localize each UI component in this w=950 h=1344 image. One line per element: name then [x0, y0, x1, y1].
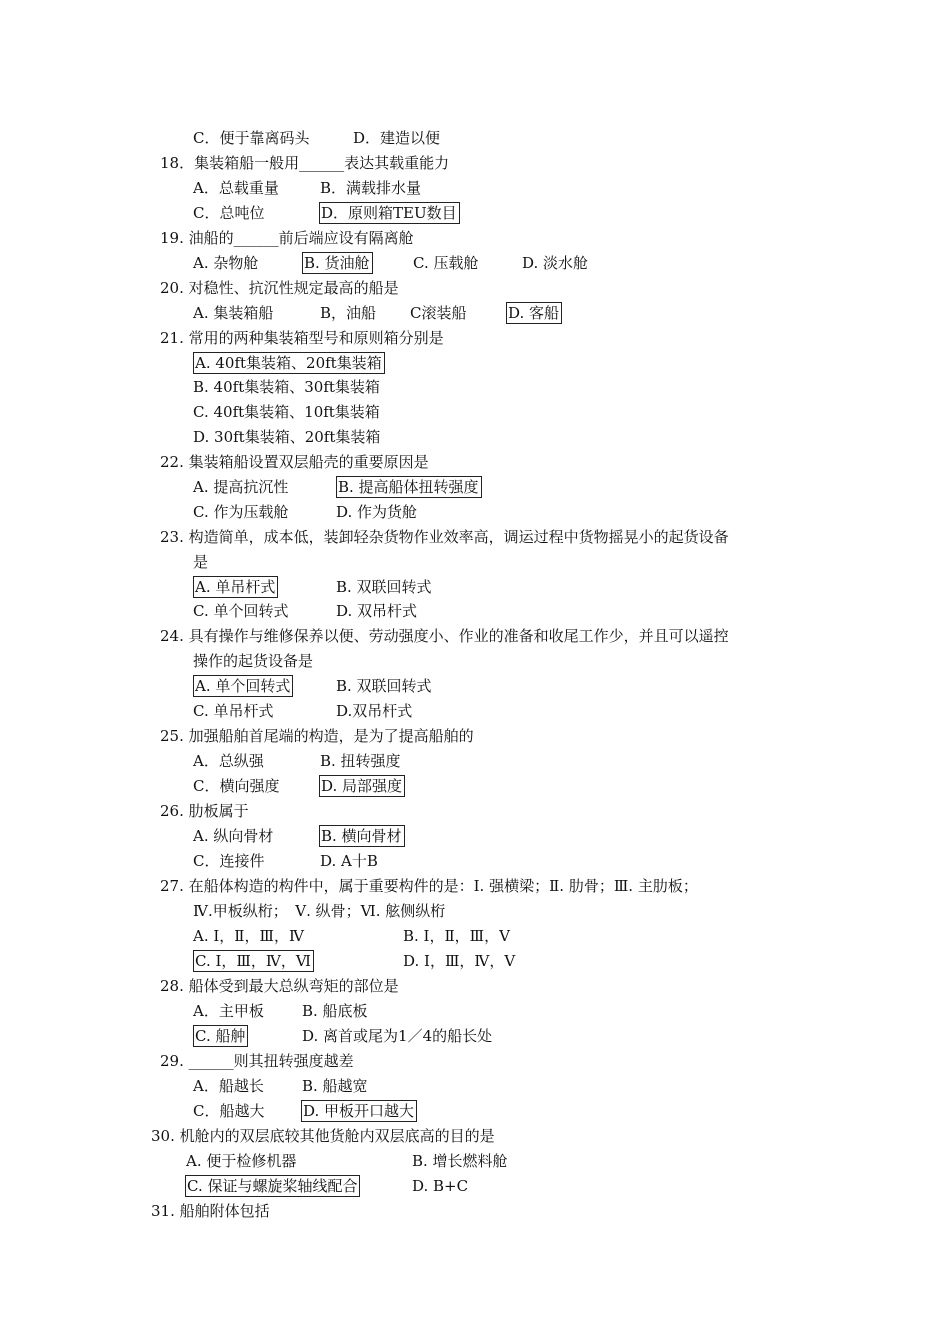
q26-option-a: A. 纵向骨材	[193, 827, 274, 845]
q27-stem: 27. 在船体构造的构件中，属于重要构件的是：Ⅰ. 强横梁；Ⅱ. 肋骨；Ⅲ. 主肋板；	[160, 877, 698, 895]
q30-option-d: D. B+C	[412, 1177, 469, 1195]
q20-option-b: B，油船	[320, 304, 377, 322]
q29-stem: 29. ______则其扭转强度越差	[160, 1052, 354, 1070]
q27-option-d: D. Ⅰ，Ⅲ，Ⅳ，Ⅴ	[403, 952, 516, 970]
q24-option-c: C. 单吊杆式	[193, 702, 274, 720]
q29-option-c: C．船越大	[193, 1102, 265, 1120]
q17-option-d: D．建造以便	[353, 129, 441, 147]
q23-option-b: B. 双联回转式	[336, 578, 432, 596]
q24-option-a-answer: A. 单个回转式	[193, 675, 293, 697]
q25-option-b: B. 扭转强度	[320, 752, 401, 770]
q24-option-d: D.双吊杆式	[336, 702, 413, 720]
q18-option-c: C．总吨位	[193, 204, 265, 222]
q19-option-d: D. 淡水舱	[522, 254, 589, 272]
q30-option-b: B. 增长燃料舱	[412, 1152, 508, 1170]
q19-option-a: A. 杂物舱	[193, 254, 259, 272]
q28-option-c-answer: C. 船舯	[193, 1025, 248, 1047]
q23-stem-cont: 是	[193, 553, 209, 571]
q23-option-d: D. 双吊杆式	[336, 602, 418, 620]
q22-stem: 22. 集装箱船设置双层船壳的重要原因是	[160, 453, 429, 471]
q17-option-c: C．便于靠离码头	[193, 129, 310, 147]
q27-option-a: A. Ⅰ，Ⅱ，Ⅲ，Ⅳ	[193, 927, 304, 945]
q30-option-a: A. 便于检修机器	[186, 1152, 297, 1170]
q20-option-a: A. 集装箱船	[193, 304, 274, 322]
q20-stem: 20. 对稳性、抗沉性规定最高的船是	[160, 279, 399, 297]
q21-option-a-answer: A. 40ft集装箱、20ft集装箱	[193, 352, 385, 374]
q29-option-d-answer: D. 甲板开口越大	[301, 1100, 417, 1122]
q19-option-b-answer: B. 货油舱	[302, 252, 373, 274]
q24-stem: 24. 具有操作与维修保养以便、劳动强度小、作业的准备和收尾工作少，并且可以遥控	[160, 627, 729, 645]
q21-stem: 21. 常用的两种集装箱型号和原则箱分别是	[160, 329, 444, 347]
q18-option-b: B．满载排水量	[320, 179, 422, 197]
q20-option-c: C滚装船	[410, 304, 467, 322]
q28-stem: 28. 船体受到最大总纵弯矩的部位是	[160, 977, 399, 995]
q27-option-b: B. Ⅰ，Ⅱ，Ⅲ，Ⅴ	[403, 927, 510, 945]
q29-option-b: B. 船越宽	[302, 1077, 368, 1095]
q22-option-b-answer: B. 提高船体扭转强度	[336, 476, 482, 498]
q31-stem: 31. 船舶附体包括	[151, 1202, 270, 1220]
q28-option-d: D. 离首或尾为1／4的船长处	[302, 1027, 493, 1045]
q23-option-c: C. 单个回转式	[193, 602, 289, 620]
q25-stem: 25. 加强船舶首尾端的构造，是为了提高船舶的	[160, 727, 474, 745]
q21-option-c: C. 40ft集装箱、10ft集装箱	[193, 403, 380, 421]
q27-stem-cont: Ⅳ.甲板纵桁； Ⅴ. 纵骨；Ⅵ. 舷侧纵桁	[193, 902, 446, 920]
q28-option-a: A．主甲板	[193, 1002, 264, 1020]
q30-option-c-answer: C. 保证与螺旋桨轴线配合	[185, 1175, 360, 1197]
q25-option-d-answer: D. 局部强度	[319, 775, 405, 797]
q22-option-d: D. 作为货舱	[336, 503, 418, 521]
q24-stem-cont: 操作的起货设备是	[193, 652, 314, 670]
q25-option-c: C．横向强度	[193, 777, 280, 795]
q26-option-c: C．连接件	[193, 852, 265, 870]
q23-stem: 23. 构造简单，成本低，装卸轻杂货物作业效率高，调运过程中货物摇晃小的起货设备	[160, 528, 729, 546]
q18-option-d-answer: D．原则箱TEU数目	[319, 202, 460, 224]
q19-option-c: C. 压载舱	[413, 254, 479, 272]
q19-stem: 19. 油船的______前后端应设有隔离舱	[160, 229, 414, 247]
q22-option-a: A. 提高抗沉性	[193, 478, 289, 496]
q25-option-a: A．总纵强	[193, 752, 264, 770]
q21-option-b: B. 40ft集装箱、30ft集装箱	[193, 378, 380, 396]
q29-option-a: A．船越长	[193, 1077, 264, 1095]
q22-option-c: C. 作为压载舱	[193, 503, 289, 521]
q21-option-d: D. 30ft集装箱、20ft集装箱	[193, 428, 381, 446]
q27-option-c-answer: C. Ⅰ，Ⅲ，Ⅳ，Ⅵ	[193, 950, 314, 972]
q28-option-b: B. 船底板	[302, 1002, 368, 1020]
q30-stem: 30. 机舱内的双层底较其他货舱内双层底高的目的是	[151, 1127, 495, 1145]
q20-option-d-answer: D. 客船	[506, 302, 562, 324]
q18-option-a: A．总载重量	[193, 179, 279, 197]
q26-option-b-answer: B. 横向骨材	[319, 825, 405, 847]
q26-option-d: D. A十B	[320, 852, 378, 870]
q24-option-b: B. 双联回转式	[336, 677, 432, 695]
q26-stem: 26. 肋板属于	[160, 802, 249, 820]
q18-stem: 18．集装箱船一般用______表达其载重能力	[160, 154, 450, 172]
q23-option-a-answer: A. 单吊杆式	[193, 576, 278, 598]
